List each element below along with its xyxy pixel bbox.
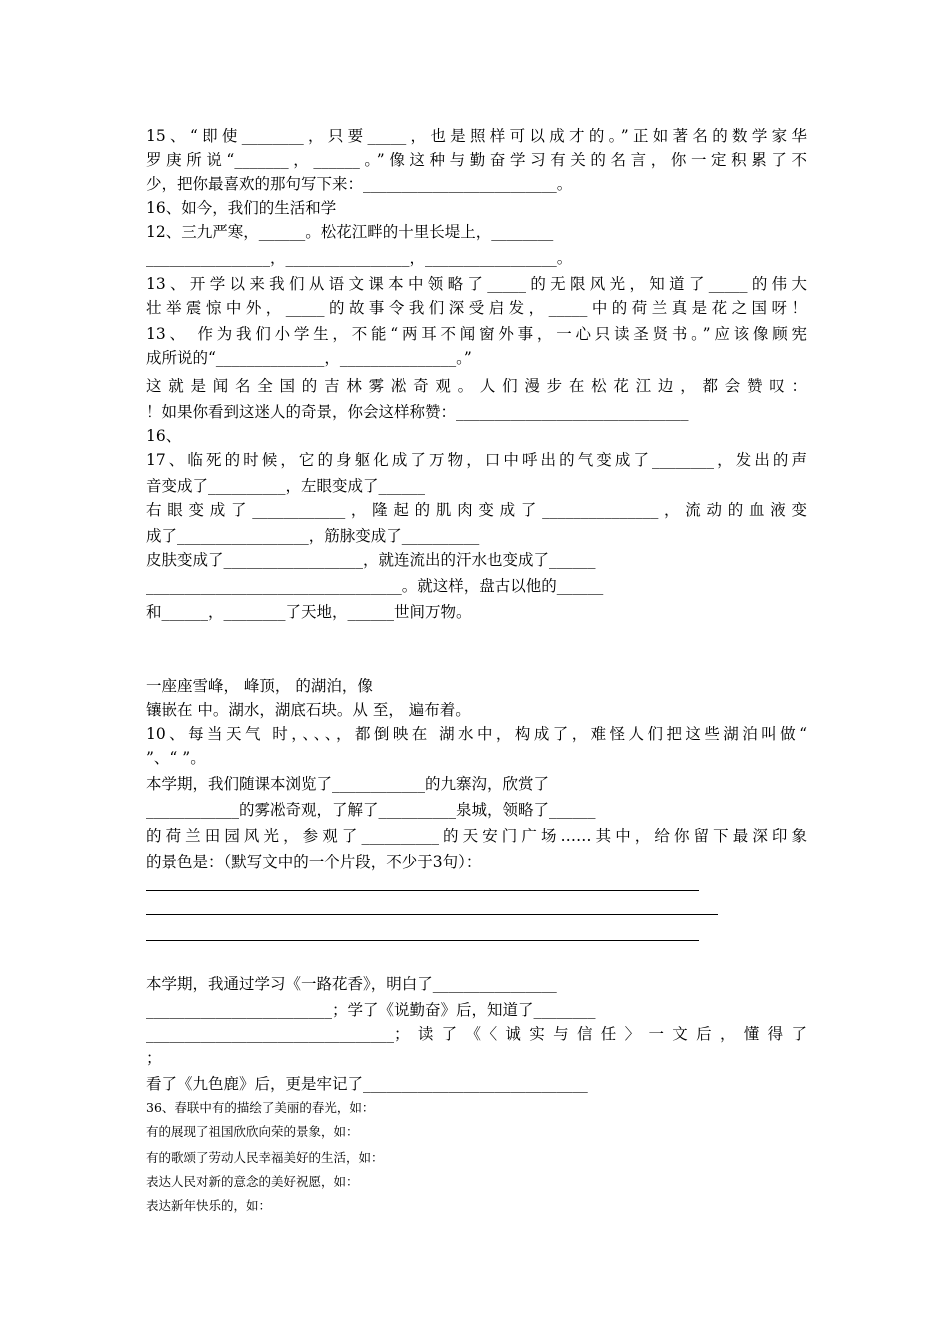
q17-line-3: 右眼变成了____________，隆起的肌肉变成了_______________，流动的血液变 [146, 501, 807, 519]
q13-line-1: 13、开学以来我们从语文课本中领略了_____的无限风光，知道了_____的伟大 [146, 275, 807, 293]
lake-line-1: 一座座雪峰， 峰顶， 的湖泊，像 [146, 677, 373, 695]
q36-line-5: 表达新年快乐的，如： [146, 1198, 272, 1213]
q15-line-2: 罗庚所说“_______，______。”像这种与勤奋学习有关的名言，你一定积累了不 [146, 151, 807, 169]
scenery-line-3: 的荷兰田园风光，参观了__________的天安门广场……其中，给你留下最深印象 [146, 827, 807, 845]
wusong-line-1: 这就是闻名全国的吉林雾凇奇观。人们漫步在松花江边，都会赞叹： [146, 377, 807, 395]
q13-line-2: 壮举震惊中外，_____的故事令我们深受启发，_____中的荷兰真是花之国呀！ [146, 299, 807, 317]
q17-line-1: 17、临死的时候，它的身躯化成了万物，口中呼出的气变成了________，发出的声 [146, 451, 807, 469]
study-line-5: 看了《九色鹿》后，更是牢记了_____________________________ [146, 1075, 588, 1093]
q10-line-1: 10、每当天气 时，、、、，都倒映在 湖水中，构成了，难怪人们把这些湖泊叫做“ [146, 725, 807, 743]
q36-line-1: 36、春联中有的描绘了美丽的春光，如： [146, 1100, 375, 1115]
scenery-line-2: ____________的雾凇奇观，了解了__________泉城，领略了______ [146, 801, 596, 819]
q15-line-1: 15、“即使________，只要_____，也是照样可以成才的。”正如著名的数学家华 [146, 127, 807, 145]
answer-rule-3 [146, 940, 699, 941]
q13b-line-1: 13、 作为我们小学生，不能“两耳不闻窗外事，一心只读圣贤书。”应该像顾宪 [146, 325, 807, 343]
answer-rule-1 [146, 890, 699, 891]
q17-line-5: 皮肤变成了__________________，就连流出的汗水也变成了______ [146, 551, 596, 569]
q17-line-4: 成了_________________，筋脉变成了__________ [146, 527, 480, 545]
q13b-line-2: 成所说的“______________，_______________。” [146, 349, 472, 367]
q15-line-3: 少，把你最喜欢的那句写下来：_________________________。 [146, 175, 573, 193]
q12-line-2: ________________，________________，_________________。 [146, 249, 573, 267]
q10-line-2: ”、“ ”。 [146, 749, 206, 767]
study-line-4: ； [146, 1049, 162, 1067]
q17-line-2: 音变成了__________，左眼变成了______ [146, 477, 426, 495]
q36-line-2: 有的展现了祖国欣欣向荣的景象，如： [146, 1124, 359, 1139]
q16b-line: 16、 [146, 427, 182, 445]
study-line-1: 本学期，我通过学习《一路花香》，明白了________________ [146, 975, 557, 993]
study-line-2: ________________________；学了《说勤奋》后，知道了________ [146, 1001, 596, 1019]
study-line-3: ________________________________；读了《〈诚实与信任〉一文后，懂得了 [146, 1025, 807, 1043]
scenery-line-4: 的景色是：（默写文中的一个片段，不少于3句）： [146, 853, 482, 871]
wusong-line-2: ！如果你看到这迷人的奇景，你会这样称赞：______________________________ [146, 403, 689, 421]
lake-line-2: 镶嵌在 中。湖水，湖底石块。从 至， 遍布着。 [146, 701, 471, 719]
q17-line-6: _________________________________。就这样，盘古以他的______ [146, 577, 604, 595]
answer-rule-2 [146, 914, 718, 915]
q36-line-3: 有的歌颂了劳动人民幸福美好的生活，如： [146, 1150, 384, 1165]
scenery-line-1: 本学期，我们随课本浏览了____________的九寨沟，欣赏了 [146, 775, 550, 793]
q16-line: 16、如今，我们的生活和学 [146, 199, 337, 217]
q12-line-1: 12、三九严寒，______。松花江畔的十里长堤上，________ [146, 223, 554, 241]
q17-line-7: 和______，________了天地，______世间万物。 [146, 603, 472, 621]
q36-line-4: 表达人民对新的意念的美好祝愿，如： [146, 1174, 359, 1189]
